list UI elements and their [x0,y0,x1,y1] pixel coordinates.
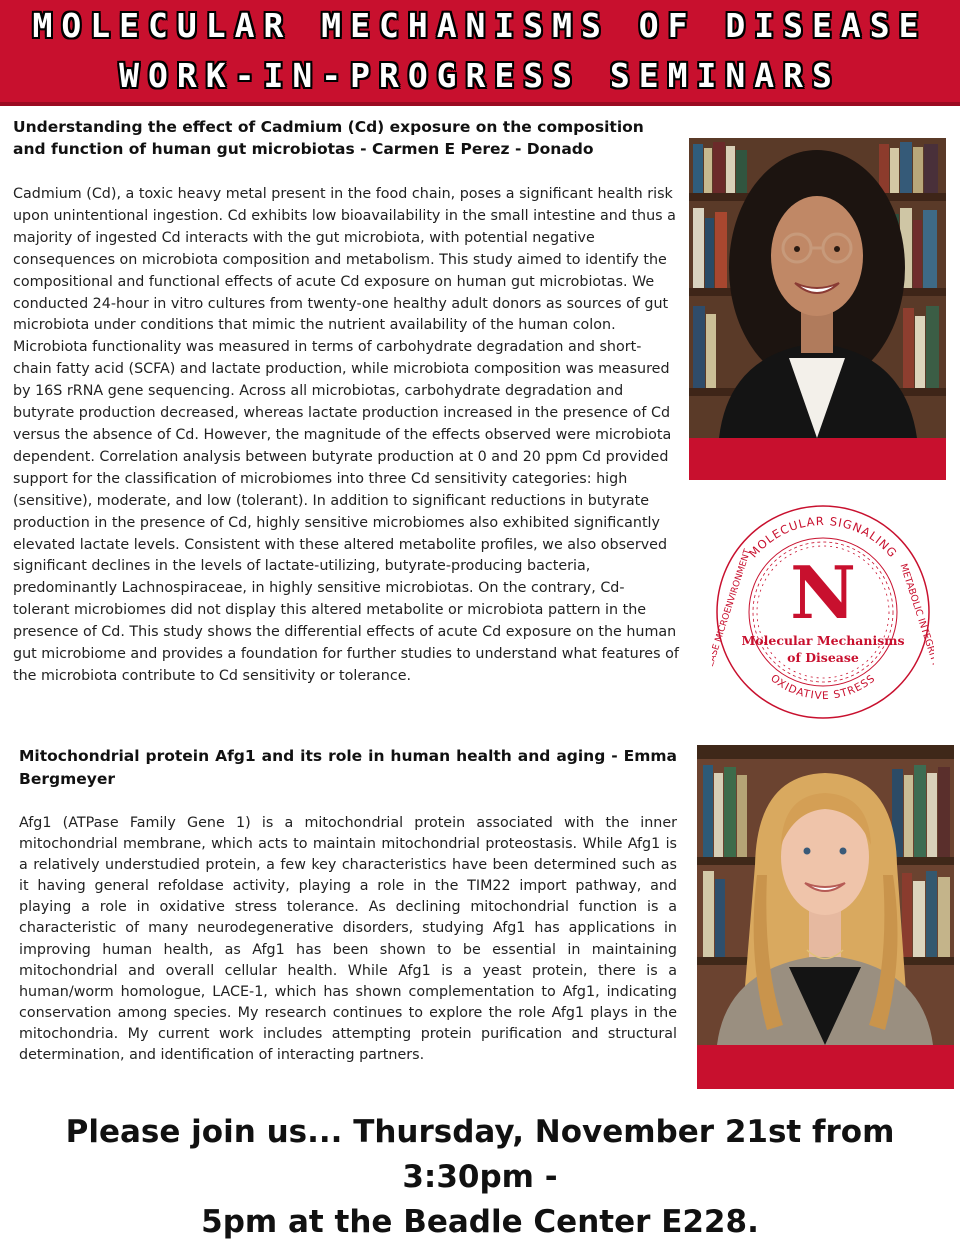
seal-ring-left-text: DISEASE MICROENVIRONMENT [712,548,754,683]
seal-ring-bottom-text: OXIDATIVE STRESS [768,672,878,703]
seal-ring-right-text: METABOLIC INTEGRITY [897,562,934,669]
talk2-title: Mitochondrial protein Afg1 and its role in human health and aging - Emma Bergmeyer [19,747,677,788]
seal-n-letter: N [790,550,856,635]
molecular-mechanisms-seal-logo [712,498,934,726]
talk1-title: Understanding the effect of Cadmium (Cd) exposure on the composition and function of human gut microbiotas - Carmen E Perez - Donado [13,118,644,158]
seal-center-line2: of Disease [787,650,859,665]
banner-title-line1: MOLECULAR MECHANISMS OF DISEASE [32,6,928,45]
talk1-abstract: Cadmium (Cd), a toxic heavy metal present in the food chain, poses a significant health risk upon unintentional ingestion. Cd exhibits low bioavailability in the small intestine and thus a majority of ingested Cd interacts with the gut microbiota, with potential negative consequences on microbiota composition and metabolism. This study aimed to identify the compositional and functional effects of acute Cd exposure on human gut microbiotas. We conducted 24-hour in vitro cultures from twenty-one healthy adult donors as sources of gut microbiota under conditions that mimic the nutrient availability of the human colon. Microbiota functionality was measured in terms of carbohydrate degradation and short-chain fatty acid (SCFA) and lactate production, while microbiota composition was measured by 16S rRNA gene sequencing. Across all microbiotas, carbohydrate degradation and butyrate production decreased, whereas lactate production increased in the presence of Cd versus the absence of Cd. However, the magnitude of the effects observed were microbiota dependent. Correlation analysis between butyrate production at 0 and 20 ppm Cd provided support for the classification of microbiomes into three Cd sensitivity categories: high (sensitive), moderate, and low (tolerant). In addition to significant reductions in butyrate production in the presence of Cd, highly sensitive microbiomes also exhibited significantly elevated lactate levels. Consistent with these altered metabolite profiles, we also observed significant declines in the levels of lactate-utilizing, butyrate-producing bacteria, predominantly Lachnospiraceae, in highly sensitive microbiotas. On the contrary, Cd-tolerant microbiomes did not display this altered metabolite or microbiota pattern in the presence of Cd. This study shows the differential effects of acute Cd exposure on the human gut microbiome and provides a foundation for further studies to understand what features of the microbiota contribute to Cd sensitivity or tolerance. [13,186,679,684]
banner-title-line2: WORK-IN-PROGRESS SEMINARS [119,56,841,95]
announcement-line2: 5pm at the Beadle Center E228. [201,1204,759,1240]
announcement-line1: Please join us... Thursday, November 21st from 3:30pm - [65,1114,895,1195]
svg-text:OXIDATIVE STRESS [768,672,878,702]
speaker2-photo [697,745,954,1089]
seal-ring-top-text: MOLECULAR SIGNALING [746,513,901,561]
header-banner [0,0,960,106]
speaker1-photo [689,138,946,480]
event-announcement [0,1110,960,1245]
talk2-abstract: Afg1 (ATPase Family Gene 1) is a mitochondrial protein associated with the inner mitochondrial membrane, which acts to maintain mitochondrial proteostasis. While Afg1 is a relatively understudied protein, a few key characteristics have been determined such as it having general refoldase activity, playing a role in the TIM22 import pathway, and playing a role in oxidative stress tolerance. As declining mitochondrial function is a characteristic of many neurodegenerative disorders, studying Afg1 has applications in improving human health, as Afg1 has been shown to be essential in maintaining mitochondrial and overall cellular health. While Afg1 is a yeast protein, there is a human/worm homologue, LACE-1, which has shown complementation to Afg1, indicating conservation among species. My research continues to explore the role Afg1 plays in the mitochondria. My current work includes attempting protein purification and structural determination, and identification of interacting partners. [19,815,677,1064]
seal-center-line1: Molecular Mechanisms [741,633,905,648]
